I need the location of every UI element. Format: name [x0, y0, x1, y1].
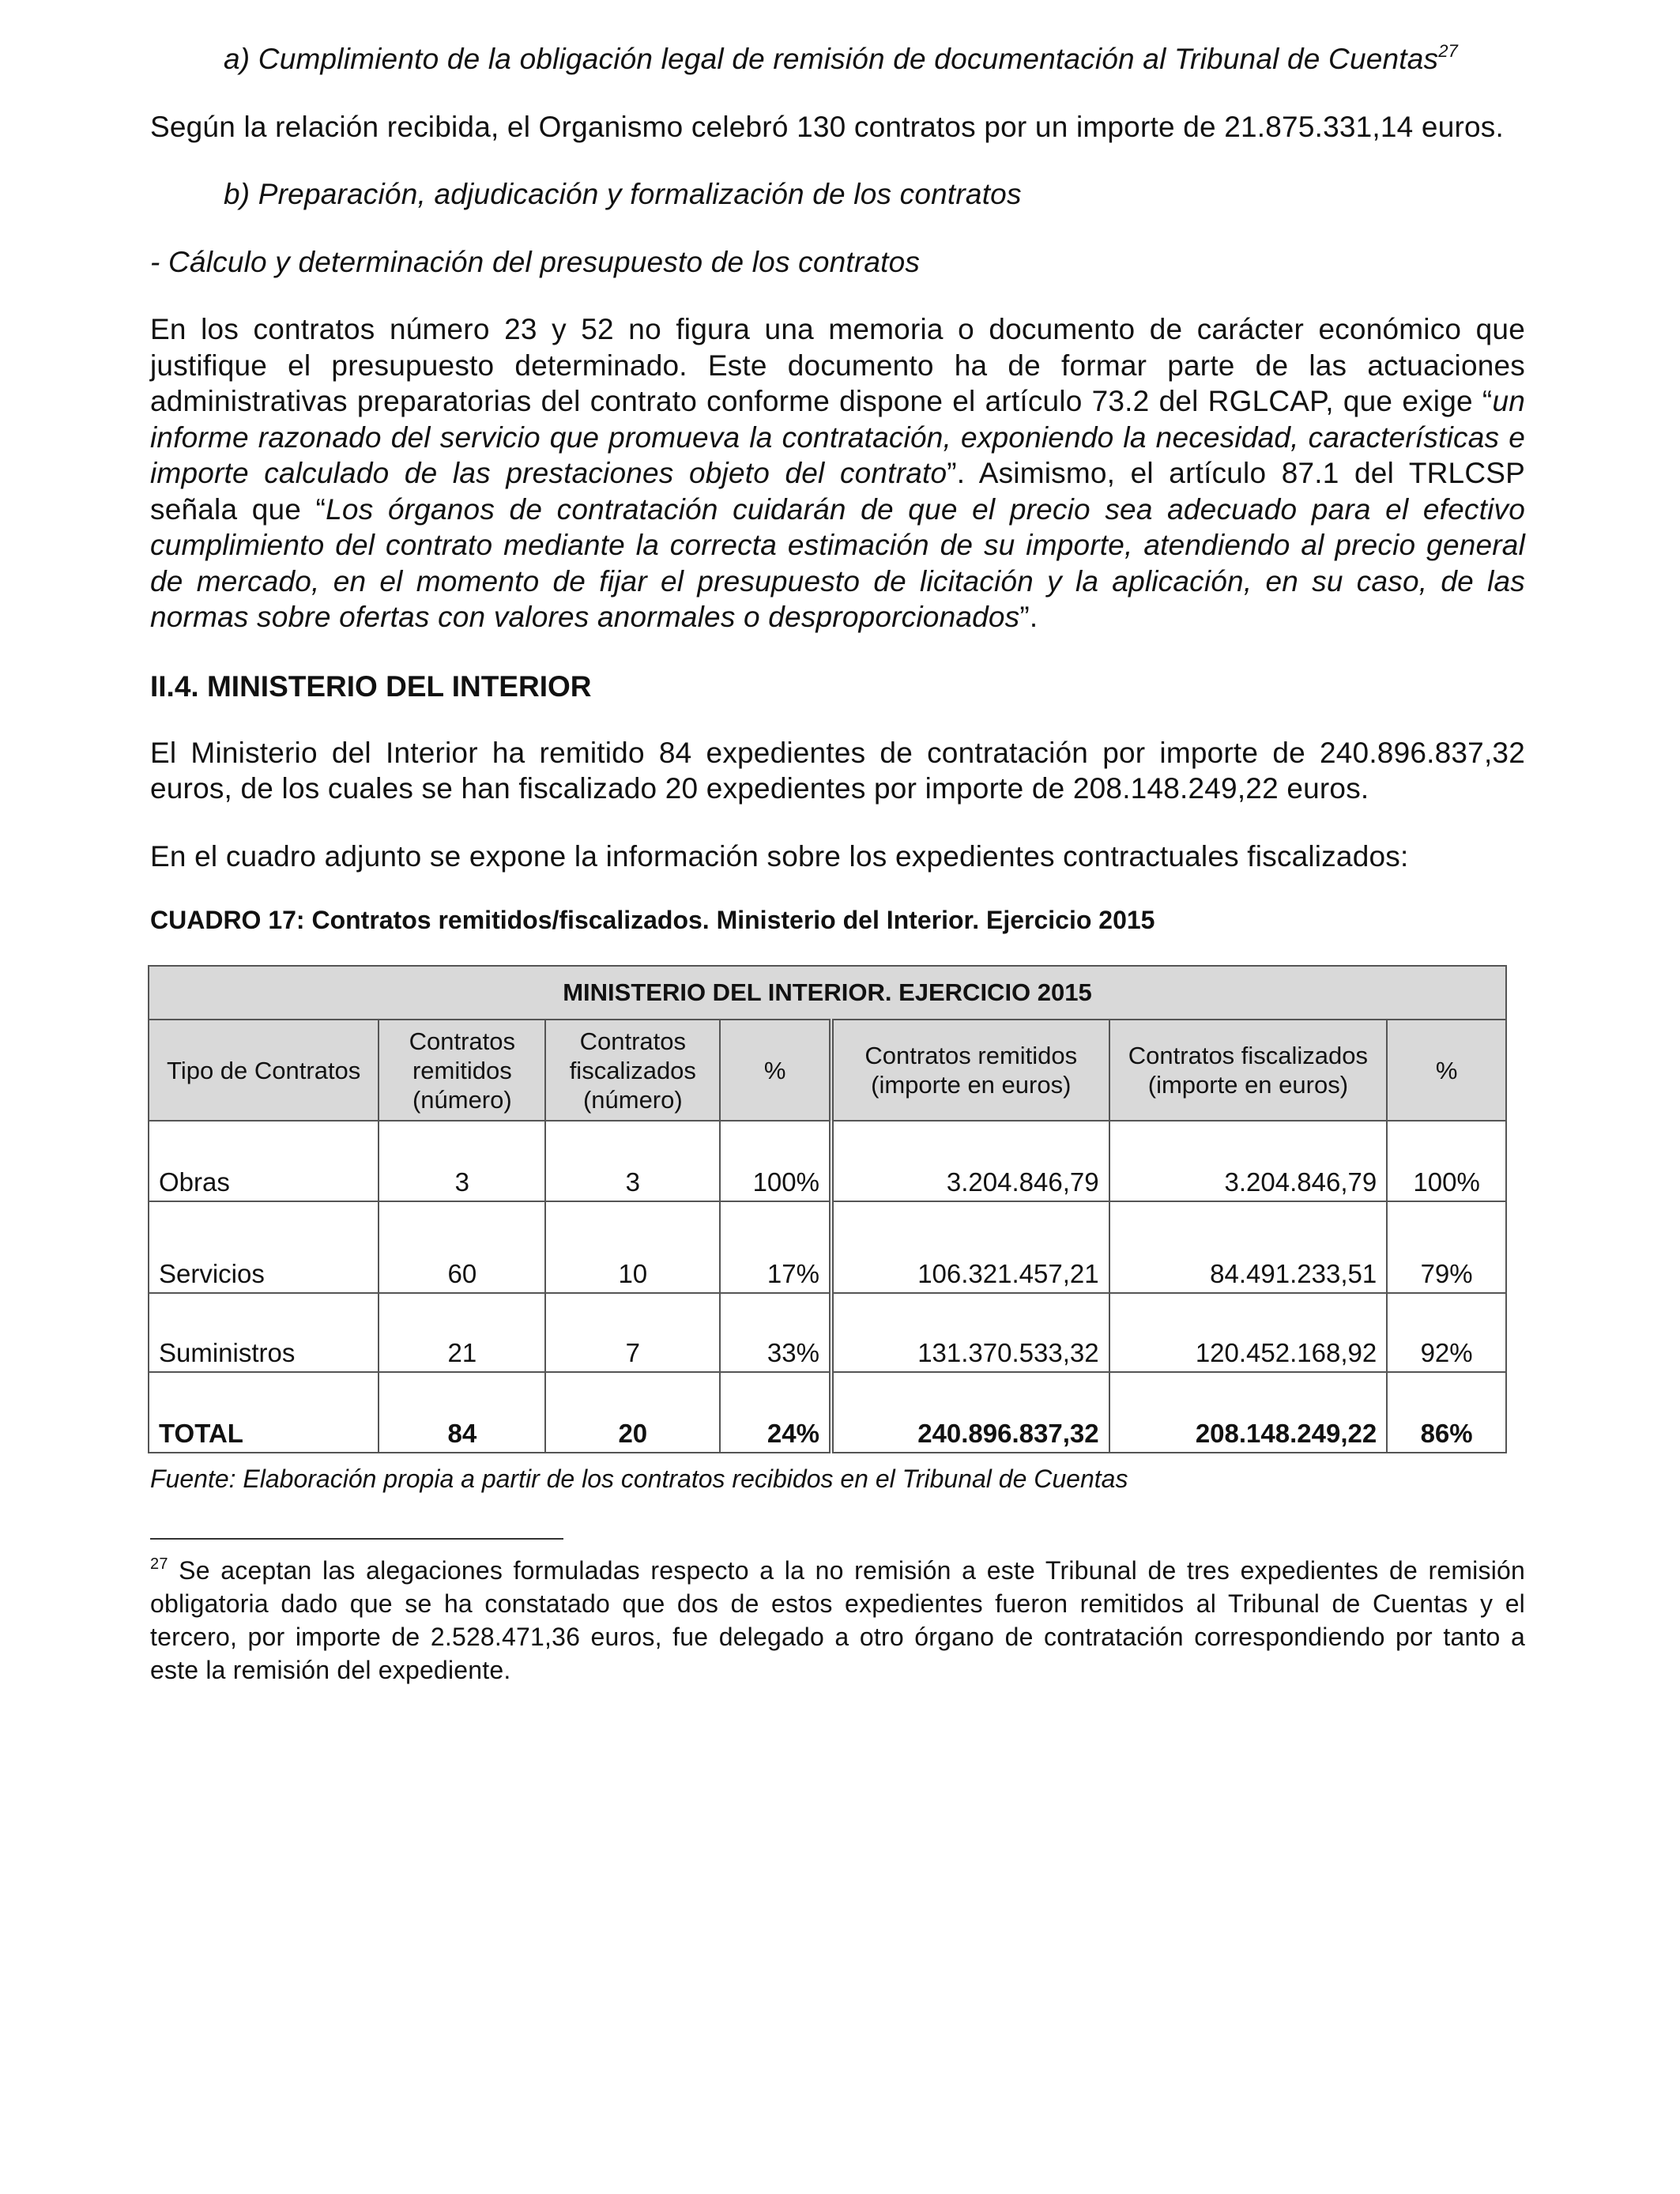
column-header: Contratos fiscalizados (número) [545, 1020, 720, 1121]
footnote-text: Se aceptan las alegaciones formuladas respecto a la no remisión a este Tribunal de tres expedientes de remisión obligatoria dado que se ha constatado que dos de estos expedientes fueron remitidos al Tribunal de Cuentas y el tercero, por importe de 2.528.471,36 euros, fue delegado a otro órgano de contratación correspondiendo por tanto a este la remisión del expediente. [150, 1556, 1525, 1684]
table-cell: 24% [720, 1372, 831, 1453]
quote-rglcap: un informe razonado del servicio que promueva la contratación, exponiendo la necesidad, características e importe calculado de las prestaciones objeto del contrato [150, 385, 1525, 489]
table-cell: 208.148.249,22 [1109, 1372, 1388, 1453]
ministry-paragraph-2: En el cuadro adjunto se expone la información sobre los expedientes contractuales fiscalizados: [150, 839, 1409, 873]
footnote-number: 27 [150, 1555, 168, 1573]
column-header: Contratos remitidos (número) [379, 1020, 545, 1121]
table-cell: 17% [720, 1201, 831, 1293]
section-a-heading [150, 41, 1525, 77]
table-row [149, 1121, 1506, 1201]
table-caption: CUADRO 17: Contratos remitidos/fiscalizados. Ministerio del Interior. Ejercicio 2015 [150, 906, 1155, 934]
paragraph-text-3: ”. [1019, 601, 1038, 633]
table-cell: 84 [379, 1372, 545, 1453]
table-cell: 86% [1387, 1372, 1506, 1453]
column-header: % [1387, 1020, 1506, 1121]
section-b-heading: b) Preparación, adjudicación y formalización de los contratos [224, 178, 1022, 210]
paragraph-text-2: ”. Asimismo, el artículo 87.1 del TRLCSP señala que “ [150, 457, 1525, 526]
table-cell: 131.370.533,32 [831, 1293, 1109, 1372]
table-cell: 3 [545, 1121, 720, 1201]
table-cell: 3.204.846,79 [1109, 1121, 1388, 1201]
table-cell: 120.452.168,92 [1109, 1293, 1388, 1372]
table-row [149, 1201, 1506, 1293]
table-cell: 60 [379, 1201, 545, 1293]
table-cell: 79% [1387, 1201, 1506, 1293]
table-cell: Suministros [149, 1293, 379, 1372]
table-cell: 100% [720, 1121, 831, 1201]
ministry-heading: II.4. MINISTERIO DEL INTERIOR [150, 669, 592, 703]
table-header-row [149, 1020, 1506, 1121]
contracts-table [148, 965, 1507, 1453]
column-header: Contratos remitidos (importe en euros) [831, 1020, 1109, 1121]
paragraph-text-1: En los contratos número 23 y 52 no figura una memoria o documento de carácter económico que justifique el presupuesto determinado. Este documento ha de formar parte de las actuaciones administrativas preparatorias del contrato conforme dispone el artículo 73.2 del RGLCAP, que exige “ [150, 313, 1525, 417]
column-header: % [720, 1020, 831, 1121]
table-cell: 92% [1387, 1293, 1506, 1372]
table-cell: 21 [379, 1293, 545, 1372]
table-cell: 10 [545, 1201, 720, 1293]
section-b-subheading: - Cálculo y determinación del presupuesto de los contratos [150, 245, 921, 278]
footnote-reference[interactable]: 27 [1438, 41, 1459, 61]
table-cell: Servicios [149, 1201, 379, 1293]
table-cell: 240.896.837,32 [831, 1372, 1109, 1453]
table-source: Fuente: Elaboración propia a partir de los contratos recibidos en el Tribunal de Cuentas [150, 1465, 1128, 1493]
table-cell: TOTAL [149, 1372, 379, 1453]
table-title: MINISTERIO DEL INTERIOR. EJERCICIO 2015 [149, 966, 1506, 1020]
table-cell: 106.321.457,21 [831, 1201, 1109, 1293]
column-header: Contratos fiscalizados (importe en euros) [1109, 1020, 1388, 1121]
table-cell: Obras [149, 1121, 379, 1201]
ministry-paragraph-1: El Ministerio del Interior ha remitido 84 expedientes de contratación por importe de 240.896.837,32 euros, de los cuales se han fiscalizado 20 expedientes por importe de 208.148.249,22 euros. [150, 736, 1525, 805]
section-a-heading-text: a) Cumplimiento de la obligación legal de remisión de documentación al Tribunal de Cuentas [224, 43, 1439, 75]
table-cell: 84.491.233,51 [1109, 1201, 1388, 1293]
section-b-paragraph [150, 311, 1525, 635]
table-title-row [149, 966, 1506, 1020]
table-cell: 33% [720, 1293, 831, 1372]
table-cell: 3.204.846,79 [831, 1121, 1109, 1201]
footnote-separator [150, 1538, 563, 1540]
table-total-row [149, 1372, 1506, 1453]
table-row [149, 1293, 1506, 1372]
section-a-paragraph: Según la relación recibida, el Organismo celebró 130 contratos por un importe de 21.875.331,14 euros. [150, 110, 1504, 143]
table-cell: 3 [379, 1121, 545, 1201]
quote-trlcsp: Los órganos de contratación cuidarán de que el precio sea adecuado para el efectivo cumplimiento del contrato mediante la correcta estimación de su importe, atendiendo al precio general de mercado, en el momento de fijar el presupuesto de licitación y la aplicación, en su caso, de las normas sobre ofertas con valores anormales o desproporcionados [150, 492, 1526, 633]
footnote [150, 1554, 1525, 1687]
document-page [150, 41, 1525, 1687]
table-cell: 7 [545, 1293, 720, 1372]
table-cell: 100% [1387, 1121, 1506, 1201]
column-header: Tipo de Contratos [149, 1020, 379, 1121]
table-cell: 20 [545, 1372, 720, 1453]
